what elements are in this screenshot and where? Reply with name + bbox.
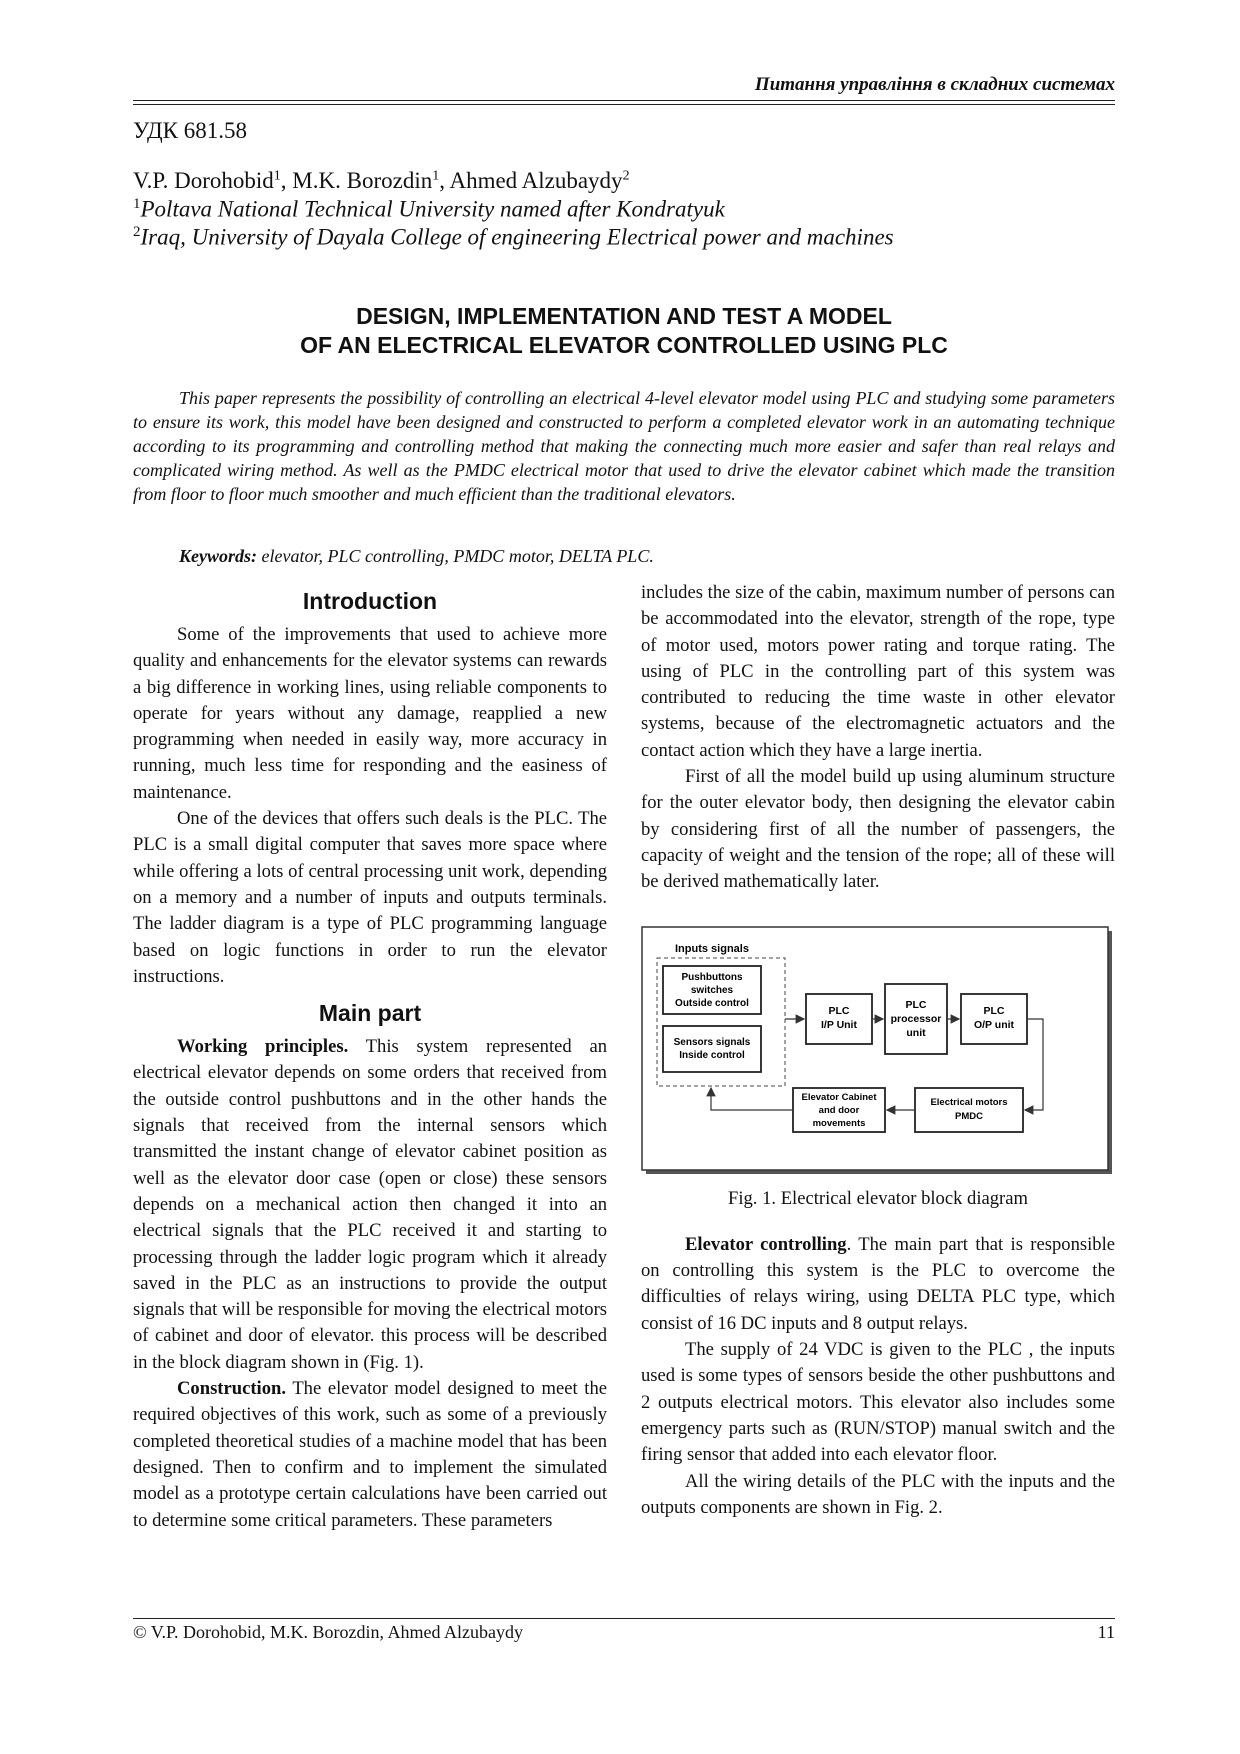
affiliation-number: 1 [133, 196, 141, 212]
inputs-label: Inputs signals [675, 942, 749, 955]
motors-block [915, 1088, 1023, 1132]
affiliation-2 [133, 224, 894, 251]
block-label: PLC [983, 1004, 1005, 1017]
figure-caption: Fig. 1. Electrical elevator block diagram [728, 1187, 1028, 1209]
udk-code: УДК 681.58 [133, 118, 247, 143]
block-label: PMDC [955, 1110, 983, 1122]
author-affiliation-mark: 1 [432, 168, 440, 184]
block-label: Outside control [675, 997, 749, 1009]
section-heading-introduction: Introduction [302, 588, 438, 614]
title-line-2: OF AN ELECTRICAL ELEVATOR CONTROLLED USING PLC [300, 332, 948, 358]
keywords [179, 546, 654, 567]
footer-copyright: © V.P. Dorohobid, M.K. Borozdin, Ahmed Alzubaydy [133, 1622, 524, 1642]
block-label: Electrical motors [930, 1096, 1008, 1108]
affiliation-1 [133, 196, 725, 223]
paragraph: One of the devices that offers such deals is the PLC. The PLC is a small digital computer that saves more space where while offering a lots of central processing unit work, depending on a memory and a number of inputs and outputs terminals. The ladder diagram is a type of PLC programming language based on logic functions in order to run the elevator instructions. [133, 808, 607, 987]
run-in-heading: Construction. [177, 1378, 286, 1400]
section-heading-main-part: Main part [318, 1000, 422, 1027]
paragraph: Some of the improvements that used to achieve more quality and enhancements for the elevator systems can rewards a big difference in working lines, using reliable components to operate for years without any damage, reapplied a new programming when needed in easily way, more accuracy in running, much less time for responding and the easiness of maintenance. [133, 624, 607, 803]
left-column [133, 583, 607, 1534]
block-label: movements [812, 1117, 866, 1129]
title-line-1: DESIGN, IMPLEMENTATION AND TEST A MODEL [356, 303, 892, 329]
run-in-heading: Elevator controlling [685, 1233, 847, 1255]
authors-line [133, 168, 630, 194]
author-separator: , [439, 168, 450, 193]
block-label: Inside control [679, 1049, 745, 1061]
paragraph-text: . The main part that is responsible on controlling this system is the PLC to overcome the difficulties of relays wiring, using DELTA PLC type, which consist of 16 DC inputs and 8 output relays. [641, 1233, 1115, 1334]
block-label: Sensors signals [673, 1036, 751, 1048]
block-label: PLC [828, 1004, 850, 1017]
paragraph [133, 1034, 607, 1376]
affiliation-text: Iraq, University of Dayala College of engineering Electrical power and machines [140, 224, 894, 250]
footer-rule [133, 1618, 1115, 1619]
run-in-heading: Working principles. [177, 1036, 349, 1058]
keywords-text: elevator, PLC controlling, PMDC motor, DELTA PLC. [257, 546, 654, 566]
affiliation-text: Poltava National Technical University named after Kondratyuk [140, 196, 725, 222]
paragraph-text: This system represented an electrical elevator depends on some orders that received from the outside control pushbuttons and in the other hands the signals that received from the internal sensors which transmitted the instant change of elevator cabinet position as well as the elevator door case (open or close) these sensors depends on a mechanical action then changed it into an electrical signals that the PLC received it and starting to processing through the ladder logic program which it already saved in the PLC as an instructions to provide the output signals that will be responsible for moving the electrical motors of cabinet and door of elevator. this process will be described in the block diagram shown in (Fig. 1). [133, 1036, 607, 1373]
paper-title [133, 302, 1115, 360]
block-label: PLC [905, 998, 927, 1011]
author-name: V.P. Dorohobid [133, 168, 274, 193]
block-label: unit [906, 1026, 926, 1039]
abstract: This paper represents the possibility of controlling an electrical 4-level elevator model using PLC and studying some parameters to ensure its work, this model have been designed and constructed to perform a completed elevator work in an automating technique according to its programming and controlling method that making the connecting much more easier and safer than real relays and complicated wiring method. As well as the PMDC electrical motor that used to drive the elevator cabinet which made the transition from floor to floor much smoother and much efficient than the traditional elevators. [133, 388, 1115, 504]
block-label: Pushbuttons [681, 971, 743, 983]
block-label: processor [890, 1012, 942, 1025]
author-separator: , [280, 168, 293, 193]
paragraph-text: The elevator model designed to meet the required objectives of this work, such as some of a previously completed theoretical studies of a machine model that has been designed. Then to confirm and to implement the simulated model as a prototype certain calculations have been carried out to determine some critical parameters. These parameters [133, 1378, 607, 1531]
paragraph: First of all the model build up using aluminum structure for the outer elevator body, then designing the elevator cabin by considering first of all the number of passengers, the capacity of weight and the tension of the rope; all of these will be derived mathematically later. [641, 766, 1115, 893]
paragraph: The supply of 24 VDC is given to the PLC , the inputs used is some types of sensors beside the other pushbuttons and 2 outputs electrical motors. This elevator also includes some emergency parts such as (RUN/STOP) manual switch and the firing sensor that added into each elevator floor. [641, 1339, 1115, 1466]
paragraph: All the wiring details of the PLC with the inputs and the outputs components are shown in Fig. 2. [641, 1470, 1115, 1518]
paper-page [133, 0, 1115, 1754]
header-rule-thin [133, 104, 1115, 105]
affiliation-number: 2 [133, 224, 141, 240]
figure-1 [641, 926, 1115, 1176]
paragraph [641, 1232, 1115, 1337]
page-number: 11 [1097, 1622, 1115, 1642]
author-affiliation-mark: 2 [622, 168, 630, 184]
block-label: switches [690, 984, 734, 996]
author-affiliation-mark: 1 [273, 168, 281, 184]
block-label: and door [818, 1104, 860, 1116]
author-name: Ahmed Alzubaydy [449, 168, 623, 193]
paragraph: includes the size of the cabin, maximum number of persons can be accommodated into the elevator, strength of the rope, type of motor used, motors power rating and torque rating. The using of PLC in the controlling part of this system was contributed to reducing the time waste in other elevator systems, because of the electromagnetic actuators and the contact action which they have a large inertia. [641, 582, 1115, 761]
block-label: O/P unit [973, 1018, 1015, 1031]
header-rule [133, 100, 1115, 101]
author-name: M.K. Borozdin [292, 168, 433, 193]
block-label: I/P Unit [821, 1018, 857, 1031]
block-diagram [641, 926, 1115, 1176]
paragraph [133, 1376, 607, 1534]
right-column [641, 580, 1115, 1521]
block-label: Elevator Cabinet [801, 1091, 877, 1103]
sensors-block [663, 1026, 761, 1072]
keywords-label: Keywords: [179, 546, 257, 566]
running-head: Питання управління в складних системах [754, 74, 1115, 95]
